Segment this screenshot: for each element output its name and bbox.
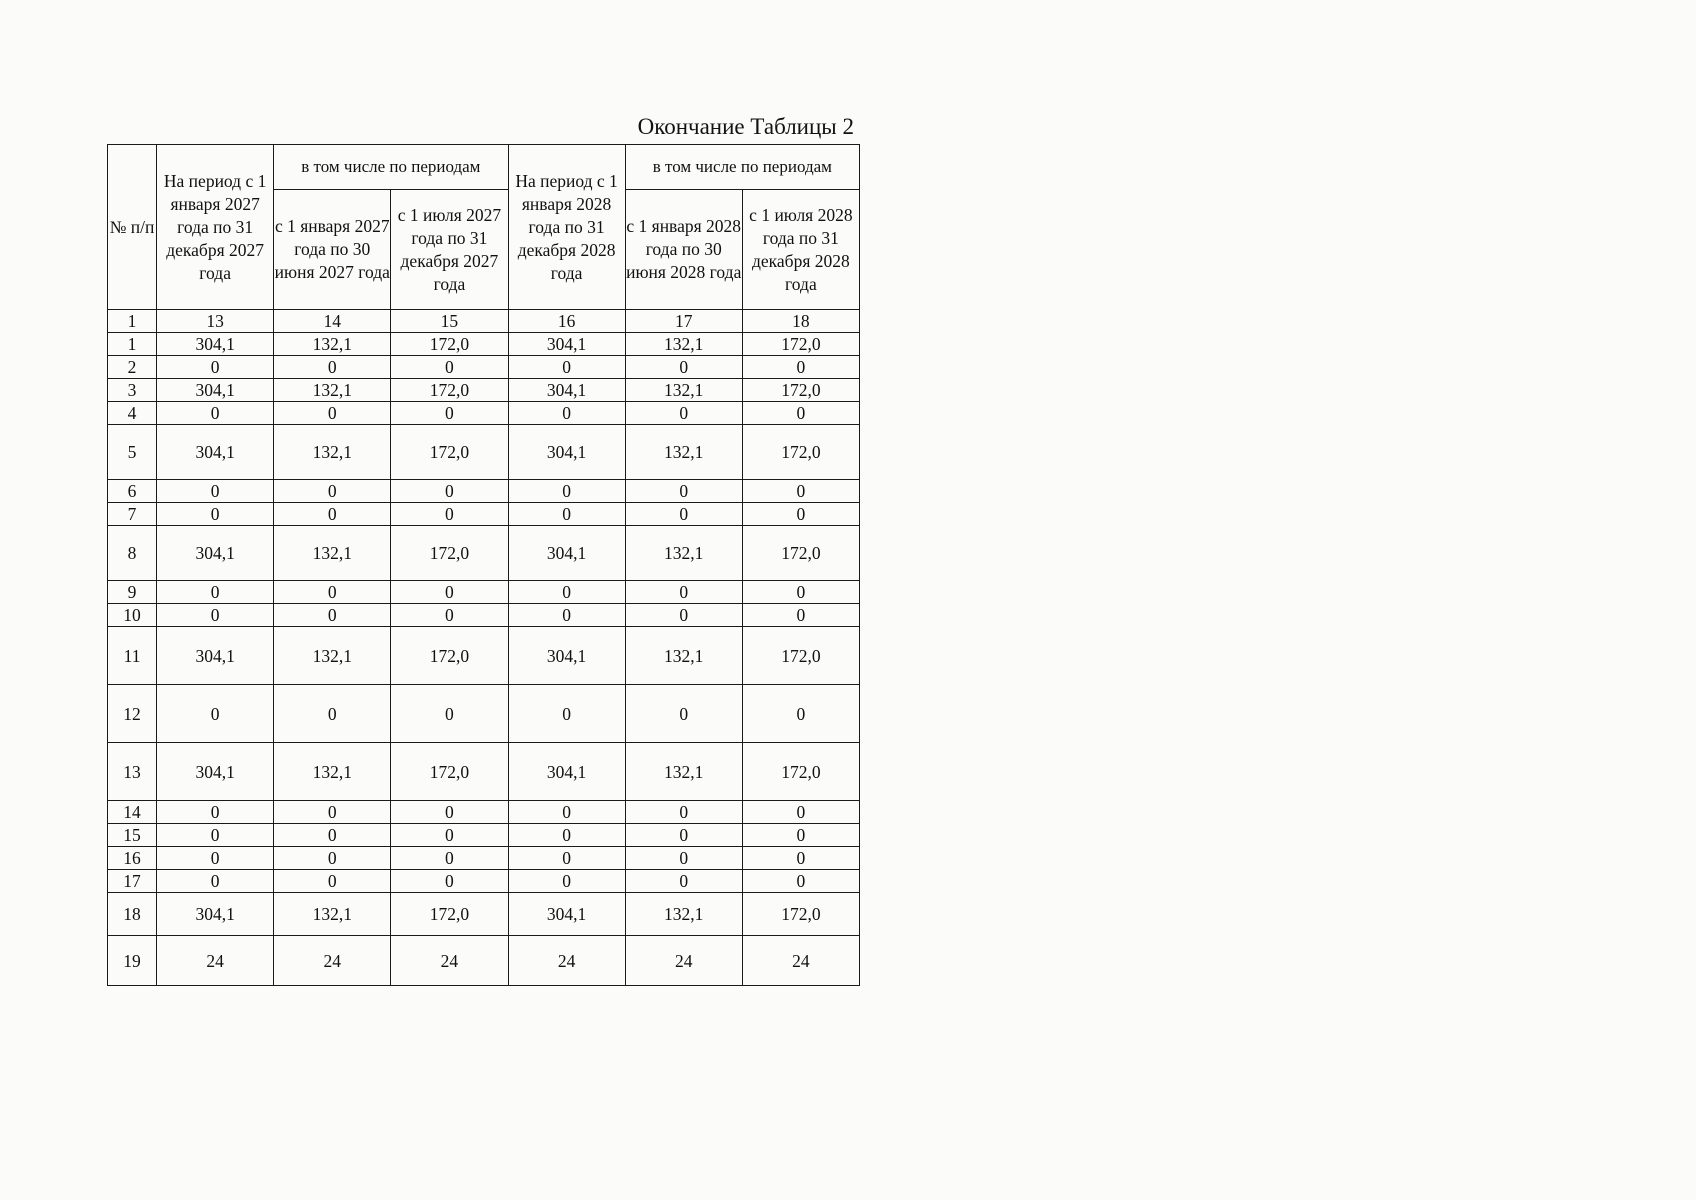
value-cell: 0 [625,480,742,503]
table-row [108,627,860,685]
value-cell: 304,1 [508,425,625,480]
value-cell: 0 [274,824,391,847]
value-cell: 0 [274,604,391,627]
value-cell: 0 [157,824,274,847]
value-cell: 0 [274,480,391,503]
value-cell: 24 [625,936,742,986]
value-cell: 304,1 [157,893,274,936]
value-cell: 0 [742,581,859,604]
value-cell: 0 [391,480,508,503]
value-cell: 24 [391,936,508,986]
table-row [108,526,860,581]
value-cell: 0 [625,824,742,847]
col-index-cell: 17 [625,310,742,333]
value-cell: 0 [625,503,742,526]
value-cell: 304,1 [508,627,625,685]
value-cell: 0 [625,870,742,893]
value-cell: 304,1 [157,333,274,356]
value-cell: 132,1 [625,333,742,356]
table-row [108,893,860,936]
header-period-2028: На период с 1 января 2028 года по 31 декабря 2028 года [508,145,625,310]
table-row [108,743,860,801]
table-row [108,356,860,379]
value-cell: 0 [625,801,742,824]
value-cell: 0 [625,356,742,379]
header-h2-2028: с 1 июля 2028 года по 31 декабря 2028 года [742,190,859,310]
row-number-cell: 16 [108,847,157,870]
value-cell: 172,0 [391,627,508,685]
value-cell: 132,1 [625,526,742,581]
value-cell: 172,0 [391,526,508,581]
row-number-cell: 11 [108,627,157,685]
value-cell: 172,0 [742,627,859,685]
table-row [108,847,860,870]
value-cell: 132,1 [625,379,742,402]
table-row [108,801,860,824]
value-cell: 0 [157,581,274,604]
value-cell: 0 [742,870,859,893]
row-number-cell: 4 [108,402,157,425]
value-cell: 0 [391,824,508,847]
value-cell: 172,0 [742,425,859,480]
value-cell: 0 [274,870,391,893]
value-cell: 172,0 [391,379,508,402]
row-number-cell: 17 [108,870,157,893]
value-cell: 132,1 [274,893,391,936]
value-cell: 304,1 [508,526,625,581]
value-cell: 132,1 [274,425,391,480]
col-index-cell: 15 [391,310,508,333]
value-cell: 0 [508,685,625,743]
table-caption: Окончание Таблицы 2 [637,114,854,139]
value-cell: 304,1 [157,627,274,685]
table-row [108,480,860,503]
value-cell: 24 [274,936,391,986]
value-cell: 0 [157,356,274,379]
value-cell: 0 [742,356,859,379]
value-cell: 0 [157,604,274,627]
value-cell: 172,0 [742,379,859,402]
value-cell: 0 [508,824,625,847]
value-cell: 0 [742,604,859,627]
value-cell: 132,1 [625,743,742,801]
table-row [108,503,860,526]
value-cell: 172,0 [391,425,508,480]
value-cell: 0 [508,801,625,824]
value-cell: 0 [508,402,625,425]
value-cell: 304,1 [157,379,274,402]
column-index-row [108,310,860,333]
value-cell: 24 [742,936,859,986]
value-cell: 304,1 [508,379,625,402]
table-row [108,824,860,847]
table-row [108,685,860,743]
value-cell: 0 [508,870,625,893]
value-cell: 0 [274,847,391,870]
header-period-2027: На период с 1 января 2027 года по 31 декабря 2027 года [157,145,274,310]
row-number-cell: 9 [108,581,157,604]
value-cell: 0 [508,847,625,870]
value-cell: 132,1 [274,379,391,402]
row-number-cell: 3 [108,379,157,402]
value-cell: 0 [391,685,508,743]
value-cell: 0 [274,581,391,604]
value-cell: 0 [274,801,391,824]
value-cell: 132,1 [625,893,742,936]
row-number-cell: 15 [108,824,157,847]
header-h1-2027: с 1 января 2027 года по 30 июня 2027 года [274,190,391,310]
value-cell: 0 [391,604,508,627]
value-cell: 304,1 [157,743,274,801]
value-cell: 132,1 [274,333,391,356]
value-cell: 0 [742,402,859,425]
value-cell: 0 [742,503,859,526]
value-cell: 304,1 [508,743,625,801]
value-cell: 172,0 [391,893,508,936]
header-h1-2028: с 1 января 2028 года по 30 июня 2028 года [625,190,742,310]
row-number-cell: 10 [108,604,157,627]
value-cell: 0 [157,402,274,425]
value-cell: 0 [157,847,274,870]
value-cell: 132,1 [625,627,742,685]
value-cell: 0 [157,480,274,503]
value-cell: 0 [508,503,625,526]
value-cell: 0 [625,604,742,627]
row-number-cell: 5 [108,425,157,480]
value-cell: 172,0 [391,743,508,801]
table-row [108,581,860,604]
value-cell: 172,0 [742,743,859,801]
row-number-cell: 7 [108,503,157,526]
header-incl-2027: в том числе по периодам [274,145,508,190]
value-cell: 0 [274,685,391,743]
value-cell: 0 [508,480,625,503]
value-cell: 0 [391,581,508,604]
value-cell: 172,0 [742,333,859,356]
row-number-cell: 13 [108,743,157,801]
value-cell: 0 [157,801,274,824]
value-cell: 0 [391,801,508,824]
row-number-cell: 8 [108,526,157,581]
value-cell: 132,1 [274,526,391,581]
value-cell: 172,0 [391,333,508,356]
header-incl-2028: в том числе по периодам [625,145,859,190]
row-number-cell: 6 [108,480,157,503]
value-cell: 0 [508,581,625,604]
data-table [107,144,860,986]
table-row [108,425,860,480]
table-row [108,333,860,356]
value-cell: 0 [391,503,508,526]
row-number-cell: 2 [108,356,157,379]
value-cell: 132,1 [625,425,742,480]
value-cell: 0 [274,503,391,526]
value-cell: 0 [391,870,508,893]
row-number-cell: 1 [108,333,157,356]
col-index-cell: 1 [108,310,157,333]
table-row [108,936,860,986]
value-cell: 304,1 [508,893,625,936]
value-cell: 0 [157,685,274,743]
value-cell: 0 [391,847,508,870]
value-cell: 0 [742,480,859,503]
value-cell: 0 [157,503,274,526]
row-number-cell: 12 [108,685,157,743]
value-cell: 132,1 [274,743,391,801]
value-cell: 172,0 [742,526,859,581]
value-cell: 0 [274,402,391,425]
table-row [108,870,860,893]
value-cell: 0 [742,685,859,743]
value-cell: 0 [157,870,274,893]
table-row [108,402,860,425]
value-cell: 304,1 [508,333,625,356]
value-cell: 0 [742,824,859,847]
value-cell: 0 [742,847,859,870]
col-index-cell: 13 [157,310,274,333]
value-cell: 24 [157,936,274,986]
value-cell: 0 [508,604,625,627]
value-cell: 0 [742,801,859,824]
value-cell: 0 [625,581,742,604]
value-cell: 304,1 [157,526,274,581]
value-cell: 0 [625,402,742,425]
row-number-cell: 19 [108,936,157,986]
header-num: № п/п [108,145,157,310]
value-cell: 172,0 [742,893,859,936]
header-h2-2027: с 1 июля 2027 года по 31 декабря 2027 года [391,190,508,310]
value-cell: 0 [625,847,742,870]
value-cell: 0 [625,685,742,743]
value-cell: 0 [391,356,508,379]
col-index-cell: 16 [508,310,625,333]
value-cell: 0 [391,402,508,425]
row-number-cell: 14 [108,801,157,824]
table-row [108,379,860,402]
col-index-cell: 14 [274,310,391,333]
value-cell: 132,1 [274,627,391,685]
value-cell: 0 [508,356,625,379]
value-cell: 24 [508,936,625,986]
col-index-cell: 18 [742,310,859,333]
table-row [108,604,860,627]
row-number-cell: 18 [108,893,157,936]
value-cell: 304,1 [157,425,274,480]
value-cell: 0 [274,356,391,379]
